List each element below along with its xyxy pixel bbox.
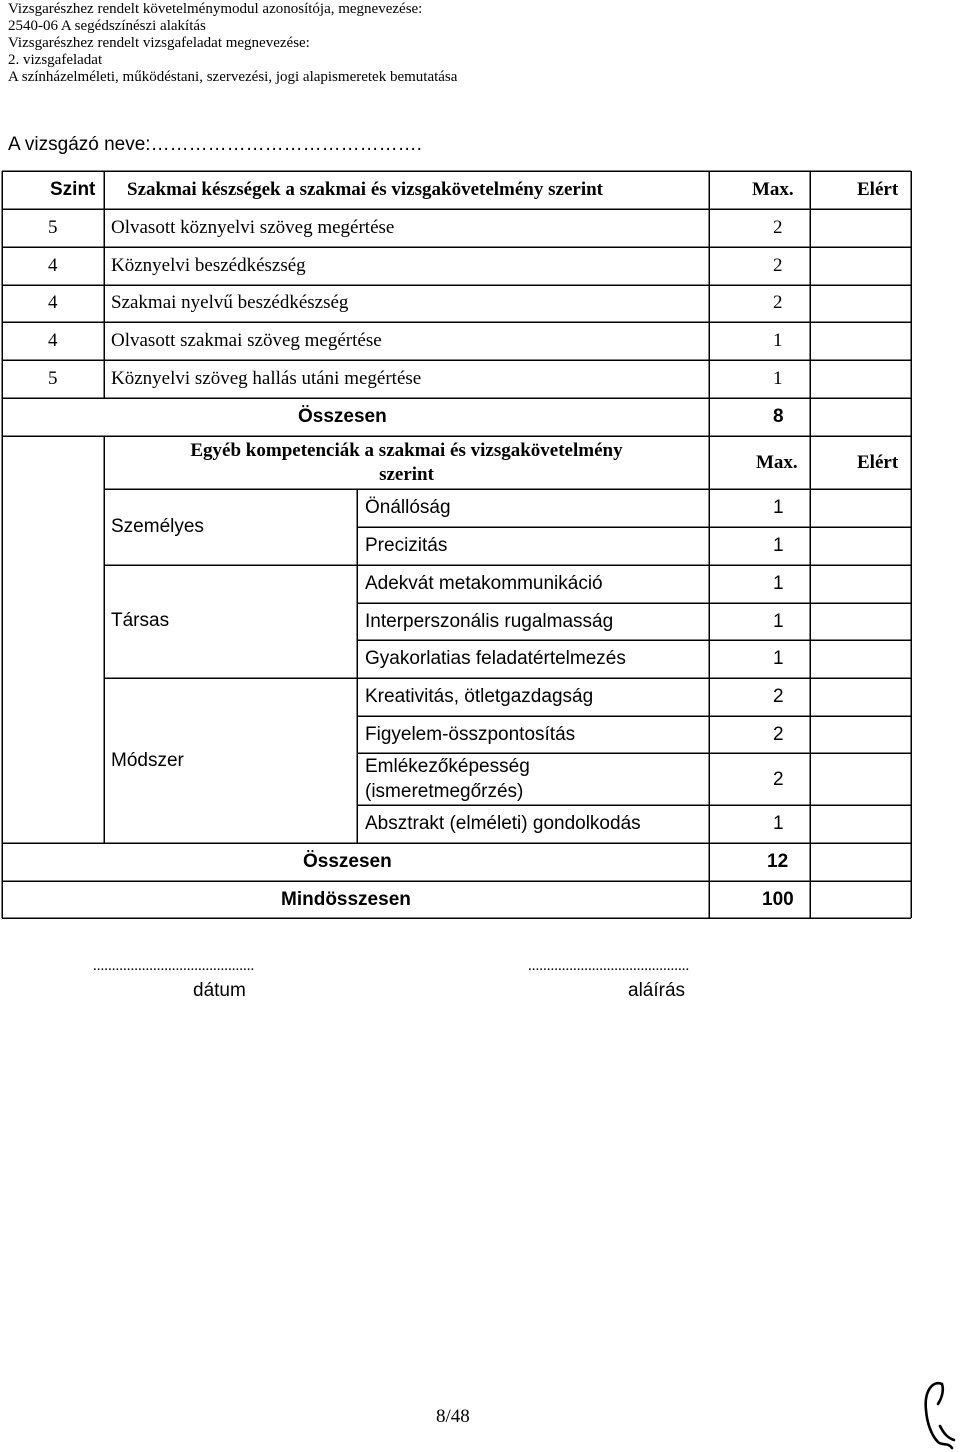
table1-row-level: 4 — [48, 292, 58, 313]
table2-item-label: Figyelem-összpontosítás — [365, 724, 576, 745]
date-label: dátum — [193, 980, 246, 1001]
table1-total-label: Összesen — [298, 406, 387, 427]
table1-header-max: Max. — [752, 179, 794, 200]
table2-header-competencies-line1: Egyéb kompetenciák a szakmai és vizsgakövetelmény — [190, 440, 623, 461]
table1-row-max: 1 — [773, 330, 783, 351]
table1-row-max: 2 — [773, 217, 783, 238]
examinee-name-field: A vizsgázó neve:……………………………………. — [8, 134, 422, 155]
table1-row-level: 4 — [48, 330, 58, 351]
table1-row-skill: Szakmai nyelvű beszédkészség — [111, 292, 349, 313]
table2-item-label: Kreativitás, ötletgazdagság — [365, 686, 594, 707]
page-number: 8/48 — [436, 1406, 470, 1427]
table2-group-name: Társas — [111, 610, 170, 631]
table1-header-skills: Szakmai készségek a szakmai és vizsgakövetelmény szerint — [127, 179, 603, 200]
table2-item-label: Önállóság — [365, 497, 451, 518]
table2-item-max: 2 — [773, 769, 784, 790]
table2-item-max: 1 — [773, 648, 784, 669]
table1-row-skill: Köznyelvi beszédkészség — [111, 255, 306, 276]
table1-row-max: 2 — [773, 292, 783, 313]
table2-item-max: 1 — [773, 611, 784, 632]
table1-row-skill: Olvasott szakmai szöveg megértése — [111, 330, 382, 351]
table1-row-level: 5 — [48, 368, 58, 389]
table2-item-label: Precizitás — [365, 535, 448, 556]
table2-header-achieved: Elért — [857, 452, 899, 473]
table2-header-max: Max. — [756, 452, 798, 473]
table2-item-label-line2: (ismeretmegőrzés) — [365, 781, 524, 802]
table1-row-level: 4 — [48, 255, 58, 276]
signature-label: aláírás — [628, 980, 686, 1001]
table2-total-label: Összesen — [303, 851, 392, 872]
table2-item-max: 1 — [773, 573, 784, 594]
table1-row-max: 1 — [773, 368, 783, 389]
signature-line: ........................................... — [528, 958, 690, 974]
table2-item-label: Absztrakt (elméleti) gondolkodás — [365, 813, 641, 834]
table2-item-max: 1 — [773, 497, 784, 518]
table2-header-competencies-line2: szerint — [379, 464, 434, 485]
header-module-value: 2540-06 A segédszínészi alakítás — [8, 18, 206, 34]
table2-item-label: Adekvát metakommunikáció — [365, 573, 603, 594]
table2-item-max: 2 — [773, 724, 784, 745]
table2-item-label: Gyakorlatias feladatértelmezés — [365, 648, 626, 669]
table2-item-max: 2 — [773, 686, 784, 707]
table1-row-skill: Köznyelvi szöveg hallás utáni megértése — [111, 368, 422, 389]
table1-row-level: 5 — [48, 217, 58, 238]
table2-item-label-line1: Emlékezőképesség — [365, 756, 530, 777]
table2-group-name: Személyes — [111, 516, 204, 537]
table1-header-level: Szint — [50, 179, 96, 200]
table1-row-skill: Olvasott köznyelvi szöveg megértése — [111, 217, 395, 238]
table2-item-label: Interperszonális rugalmasság — [365, 611, 614, 632]
table1-total-value: 8 — [773, 406, 784, 427]
header-task-title: A színházelméleti, működéstani, szervezési, jogi alapismeretek bemutatása — [8, 69, 458, 85]
table1-row-max: 2 — [773, 255, 783, 276]
table2-group-name: Módszer — [111, 750, 184, 771]
grand-total-value: 100 — [762, 889, 794, 910]
date-line: ........................................... — [93, 958, 255, 974]
table2-item-max: 1 — [773, 535, 784, 556]
table2-total-value: 12 — [767, 851, 789, 872]
header-module-label: Vizsgarészhez rendelt követelménymodul azonosítója, megnevezése: — [8, 1, 423, 17]
header-task-number: 2. vizsgafeladat — [8, 52, 103, 68]
handwritten-initial-mark — [918, 1376, 960, 1452]
table2-item-max: 1 — [773, 813, 784, 834]
header-task-label: Vizsgarészhez rendelt vizsgafeladat megnevezése: — [8, 35, 310, 51]
table1-header-achieved: Elért — [857, 179, 899, 200]
grand-total-label: Mindösszesen — [281, 889, 411, 910]
